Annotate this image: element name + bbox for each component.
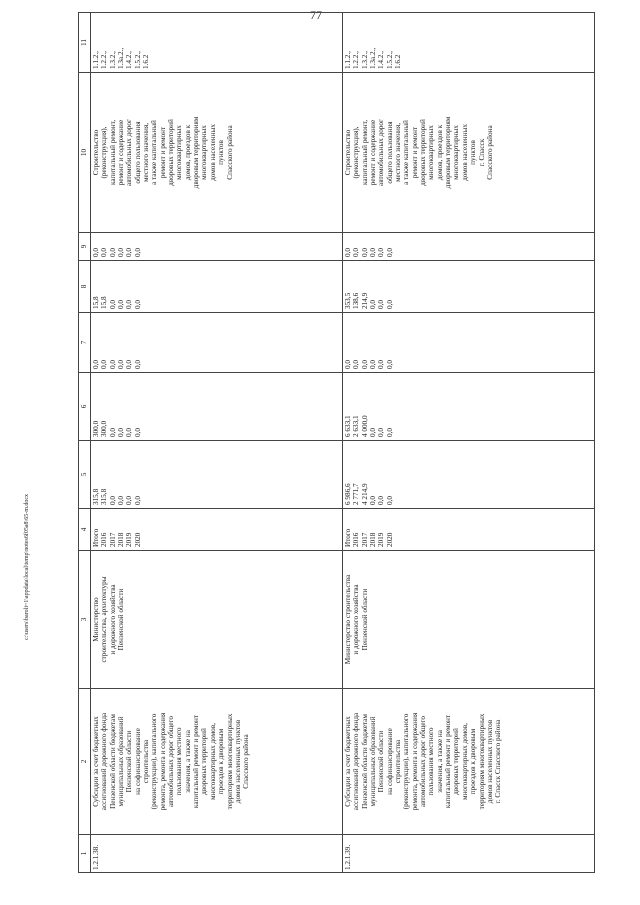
header-col-2: 2 xyxy=(79,689,91,835)
header-col-7: 7 xyxy=(79,313,91,373)
file-path-footer: c:\users\baroli~1\appdata\local\temp\notes6f05a8\65-m.docx xyxy=(24,493,30,640)
col5-values: 315,8 315,8 0,0 0,0 0,0 0,0 xyxy=(91,441,343,509)
col5-values: 6 986,6 2 771,7 4 214,9 0,0 0,0 0,0 xyxy=(343,441,595,509)
col6-values: 300,0 300,0 0,0 0,0 0,0 0,0 xyxy=(91,373,343,441)
header-row xyxy=(79,13,91,873)
col7-values: 0,0 0,0 0,0 0,0 0,0 0,0 xyxy=(91,313,343,373)
header-col-1: 1 xyxy=(79,835,91,873)
header-col-4: 4 xyxy=(79,509,91,551)
header-col-11: 11 xyxy=(79,13,91,73)
indicators: 1.1.2., 1.2.2., 1.3.2., 1.3а.2., 1.4.2., 1.5.2., 1.6.2 xyxy=(343,13,595,73)
header-col-3: 3 xyxy=(79,551,91,689)
row-number: 1.2.1.39. xyxy=(343,835,595,873)
measure-description: Субсидии за счет бюджетных ассигнований дорожного фонда Пензенской области бюджетам муниципальных образований Пензенской области на софинансирование строительства (реконструкции), капитального ремонта, ремонта и содержания автомобильных дорог общего пользования местного значения, а также на капитальный ремонт и ремонт дворовых территорий многоквартирных домов, проездов к дворовым территориям многоквартирных домов населенных пунктов Спасского района xyxy=(91,689,343,835)
col6-values: 6 633,1 2 633,1 4 000,0 0,0 0,0 0,0 xyxy=(343,373,595,441)
executor: Министерство строительства и дорожного хозяйства Пензенской области xyxy=(343,551,595,689)
col9-values: 0,0 0,0 0,0 0,0 0,0 0,0 xyxy=(343,233,595,261)
measure-description: Субсидии за счет бюджетных ассигнований дорожного фонда Пензенской области бюджетам муниципальных образований Пензенской области на софинансирование строительства (реконструкции), капитального ремонта, ремонта и содержания автомобильных дорог общего пользования местного значения, а также на капитальный ремонт и ремонт дворовых территорий многоквартирных домов, проездов к дворовым территориям многоквартирных домов населенных пунктов г. Спасск Спасского района xyxy=(343,689,595,835)
executor: Министерство строительства, архитектуры и дорожного хозяйства Пензенской области xyxy=(91,551,343,689)
expected-result: Строительство (реконструкция), капитальный ремонт, ремонт и содержание автомобильных дорог общего пользования местного значения, а также капитальный ремонт и ремонт дворовых территорий многоквартирных домов, проездов к дворовым территориям многоквартирных домов населенных пунктов г. Спасск Спасского района xyxy=(343,73,595,233)
col9-values: 0,0 0,0 0,0 0,0 0,0 0,0 xyxy=(91,233,343,261)
program-measures-table xyxy=(78,12,595,873)
page-number: 77 xyxy=(310,8,322,22)
table-row xyxy=(343,13,595,873)
years: Итого 2016 2017 2018 2019 2020 xyxy=(343,509,595,551)
header-col-10: 10 xyxy=(79,73,91,233)
header-col-5: 5 xyxy=(79,441,91,509)
table-row xyxy=(91,13,343,873)
col7-values: 0,0 0,0 0,0 0,0 0,0 0,0 xyxy=(343,313,595,373)
rotated-table-container xyxy=(78,13,593,873)
col8-values: 353,5 138,6 214,9 0,0 0,0 0,0 xyxy=(343,261,595,313)
years: Итого 2016 2017 2018 2019 2020 xyxy=(91,509,343,551)
indicators: 1.1.2., 1.2.2., 1.3.2., 1.3а.2., 1.4.2., 1.5.2., 1.6.2 xyxy=(91,13,343,73)
header-col-6: 6 xyxy=(79,373,91,441)
header-col-8: 8 xyxy=(79,261,91,313)
expected-result: Строительство (реконструкция), капитальный ремонт, ремонт и содержание автомобильных дорог общего пользования местного значения, а также капитальный ремонт и ремонт дворовых территорий многоквартирных домов, проездов к дворовым территориям многоквартирных домов населенных пунктов Спасского района xyxy=(91,73,343,233)
row-number: 1.2.1.38. xyxy=(91,835,343,873)
col8-values: 15,8 15,8 0,0 0,0 0,0 0,0 xyxy=(91,261,343,313)
header-col-9: 9 xyxy=(79,233,91,261)
